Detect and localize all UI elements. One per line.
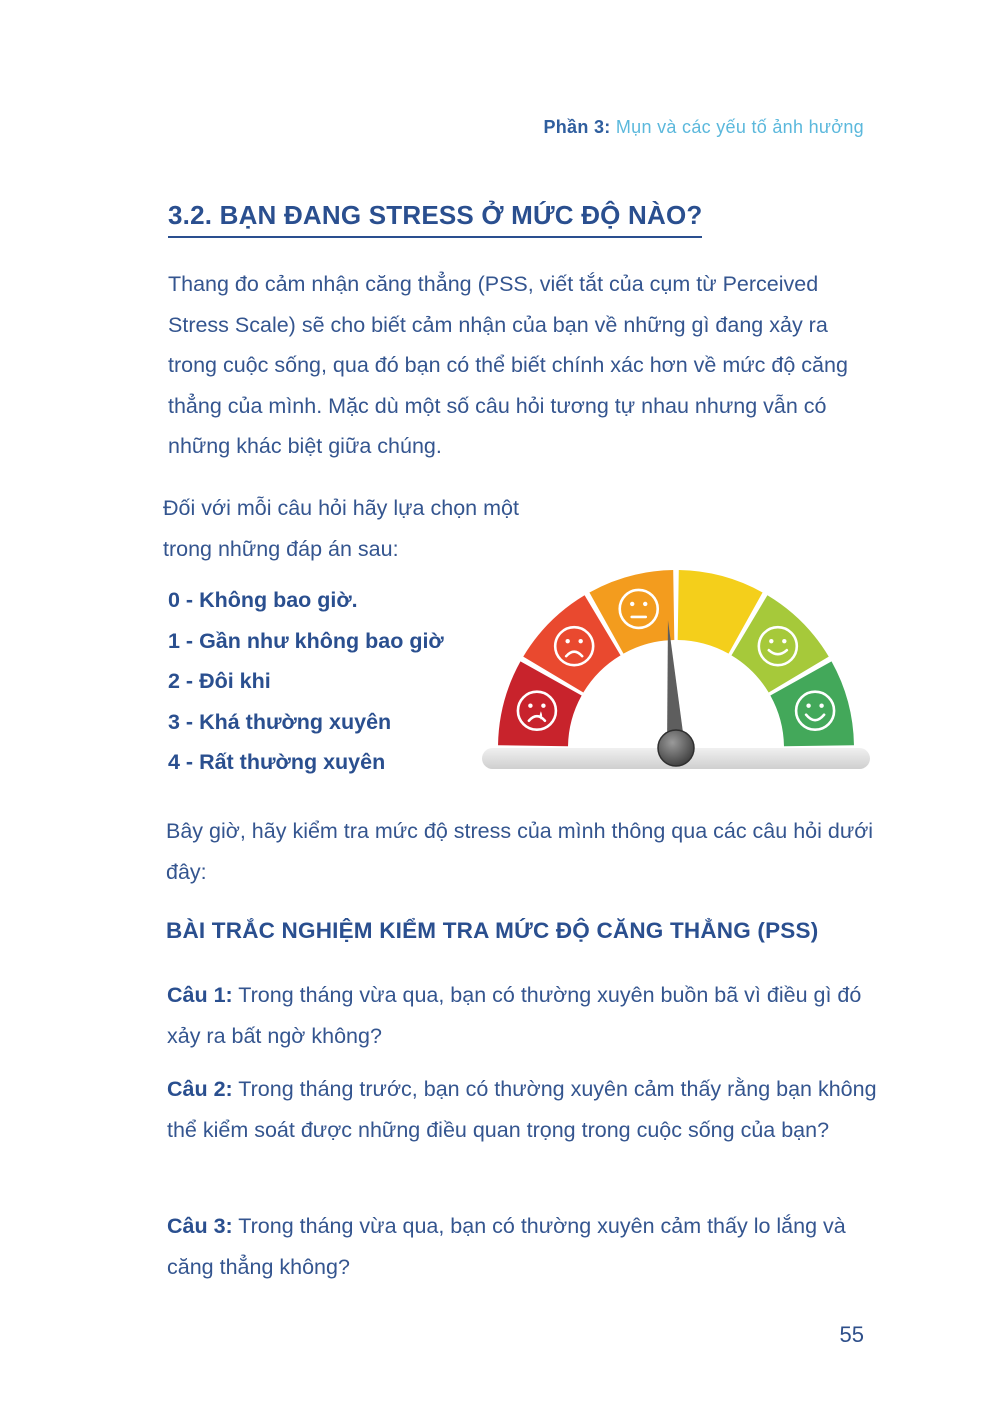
- question-label: Câu 2:: [167, 1077, 233, 1101]
- question-text: Trong tháng trước, bạn có thường xuyên cảm thấy rằng bạn không thể kiểm soát được những điều quan trọng trong cuộc sống của bạn?: [167, 1077, 877, 1142]
- page-number: 55: [839, 1322, 864, 1347]
- question-text: Trong tháng vừa qua, bạn có thường xuyên cảm thấy lo lắng và căng thẳng không?: [167, 1214, 846, 1279]
- option-item: 2 - Đôi khi: [168, 669, 271, 693]
- answer-options-list: [168, 580, 444, 783]
- section-label: Phần 3:: [543, 117, 611, 137]
- instruction-text: Đối với mỗi câu hỏi hãy lựa chọn một trong những đáp án sau:: [163, 496, 519, 561]
- option-item: 3 - Khá thường xuyên: [168, 709, 392, 734]
- question-label: Câu 1:: [167, 983, 233, 1007]
- now-check-text: Bây giờ, hãy kiểm tra mức độ stress của mình thông qua các câu hỏi dưới đây:: [166, 819, 874, 884]
- question-label: Câu 3:: [167, 1214, 233, 1238]
- question-item: [167, 1206, 877, 1287]
- option-item: 1 - Gần như không bao giờ: [168, 628, 444, 653]
- option-item: 0 - Không bao giờ.: [168, 588, 358, 612]
- section-title: 3.2. BẠN ĐANG STRESS Ở MỨC ĐỘ NÀO?: [168, 200, 702, 238]
- question-item: [167, 975, 877, 1056]
- stress-gauge: [480, 566, 872, 778]
- question-text: Trong tháng vừa qua, bạn có thường xuyên buồn bã vì điều gì đó xảy ra bất ngờ không?: [167, 983, 862, 1048]
- gauge-hub: [658, 730, 694, 766]
- section-running-title: Mụn và các yếu tố ảnh hưởng: [615, 117, 864, 137]
- intro-paragraph: Thang đo cảm nhận căng thẳng (PSS, viết tắt của cụm từ Perceived Stress Scale) sẽ cho biết cảm nhận của bạn về những gì đang xảy ra trong cuộc sống, qua đó bạn có thể biết chính xác hơn về mức độ căng thẳng của mình. Mặc dù một số câu hỏi tương tự nhau nhưng vẫn có những khác biệt giữa chúng.: [168, 272, 848, 458]
- test-title: BÀI TRẮC NGHIỆM KIỂM TRA MỨC ĐỘ CĂNG THẲNG (PSS): [166, 918, 819, 943]
- running-header: [543, 117, 864, 138]
- option-item: 4 - Rất thường xuyên: [168, 750, 386, 774]
- question-item: [167, 1069, 877, 1150]
